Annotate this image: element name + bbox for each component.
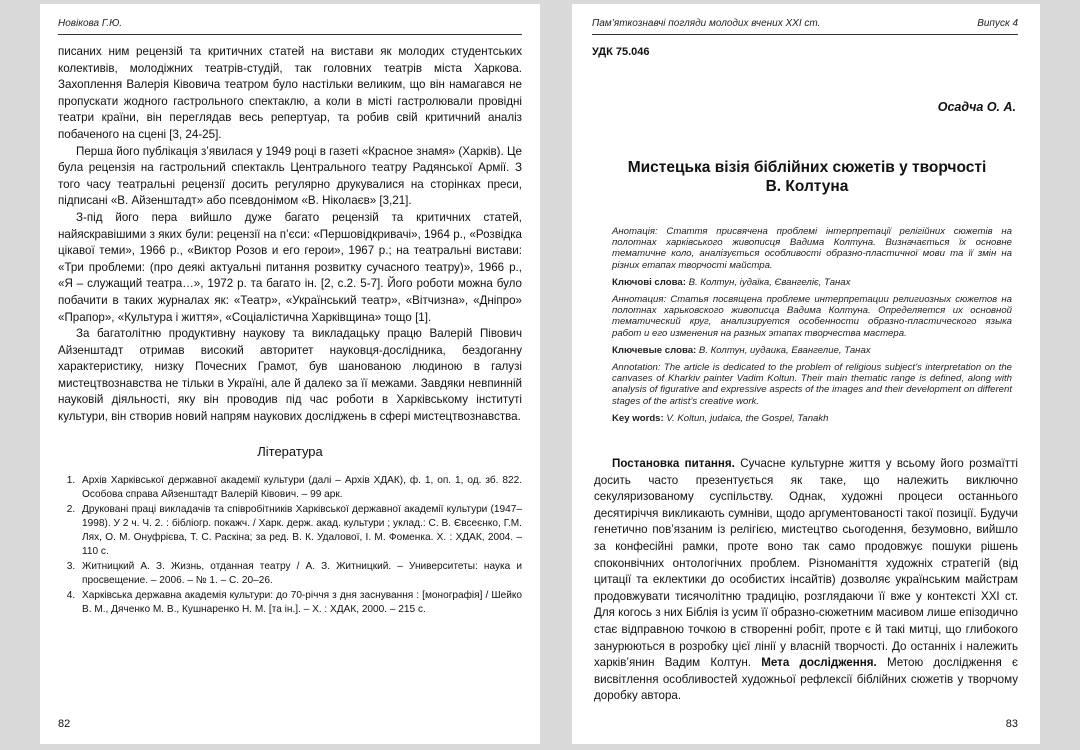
article-title	[612, 158, 1002, 196]
reference-item: 4. Харківська державна академія культури: до 70-річчя з дня заснування : [монографія] / Шейко В. М., Дяченко М. В., Кушнаренко Н. М. [та ін.]. – Х. : ХДАК, 2000. – 215 с.	[78, 589, 522, 617]
keywords-value: В. Колтун, іудаїка, Євангеліє, Танах	[688, 276, 851, 288]
header-rule	[58, 34, 522, 35]
header-rule	[592, 34, 1018, 35]
reference-item: 3. Житницкий А. З. Жизнь, отданная театру / А. З. Житницкий. – Университеты: наука и просвещение. – 2006. – № 1. – С. 20–26.	[78, 560, 522, 588]
paragraph: З-під його пера вийшло дуже багато рецензій та критичних статей, найяскравішими з яких були: рецензії на п’єси: «Першовідкривачі», 1964 р., «Розвідка цікавої теми», 1966 р., «Виктор Розов и его герои», 1967 р.; на театральні вистави: «Три проблеми: (про деякі актуальні питання розвитку сучасного театру)», 1966 р., «Я – служащий театра…», 1972 р. та багато ін. [2, с.2. 5-7]. Його роботи можна було побачити в таких журналах як: «Театр», «Український театр», «Вітчизна», «Дніпро» «Прапор», «Культура і життя», «Соціалістична Харківщина» тощо [1].	[58, 210, 522, 324]
right-page	[572, 4, 1040, 744]
aim-label: Мета дослідження.	[761, 656, 877, 670]
keywords-ua	[612, 277, 1012, 288]
running-header-journal: Пам’яткознавчі погляди молодих вчених ХХІ ст.	[592, 18, 821, 29]
udk-code: УДК 75.046	[592, 46, 650, 58]
right-body-text	[594, 456, 1018, 705]
paragraph: писаних ним рецензій та критичних статей на вистави як молодих студентських колективів, молодіжних театрів-студій, так головних театрів міста Харкова. Захоплення Валерія Ківовича театром було настільки великим, що він намагався не пропускати жодного гастрольного спектаклю, а коли в місті гастролювали провідні театри країни, він переглядав весь репертуар, та робив свій критичний аналіз побаченого на сцені [3, 24-25].	[58, 45, 522, 141]
keywords-label: Key words:	[612, 412, 664, 424]
keywords-ru	[612, 345, 1012, 356]
section-text: Сучасне культурне життя у всьому його розмаїтті досить часто презентується як таке, що належить виключно секуляризованому суспільству. Однак, художні процеси останнього десятиріччя викликають сумніви, щодо аргументованості такої позиції. Будучи генетично пов’язаним із релігією, мистецтво сьогодення, безумовно, вийшло за конфесійні рамки, проте воно так само продовжує пошуки рішень споконвічних онтологічних проблем. Різноманіття художніх стратегій (від цитації та еклектики до особистих інсайтів) дозволяє українським майстрам продовжувати тисячолітню традицію, розглядаючи її вже у контексті ХХІ ст. Для когось з них Біблія із усим її образно-сюжетним масивом лише епізодично стає відправною точкою в створенні робіт, проте є й такі митці, що глибокого занурюються в розробку цієї лінії у власній творчості. До останніх і належить харків’янин Вадим Колтун.	[594, 457, 1018, 670]
keywords-value: В. Колтун, иудаика, Евангелие, Танах	[698, 344, 871, 356]
reference-list	[58, 474, 522, 617]
right-body	[594, 456, 1018, 705]
abstract-en: Annotation: The article is dedicated to the problem of religious subject’s interpretation on the canvases of Kharkiv painter Vadim Koltun. Their main thematic range is defined, along with analysis of figurative and expressive aspects of the images and their development on different stages of the artist’s creative work.	[612, 362, 1012, 407]
paragraph	[594, 456, 1018, 705]
keywords-en	[612, 413, 1012, 424]
aim-text: Метою дослідження є висвітлення особливостей художньої рефлексії біблійних сюжетів у творчому доробку автора.	[594, 656, 1018, 703]
title-line: В. Колтуна	[765, 178, 849, 195]
left-body	[58, 44, 522, 618]
paragraph: Перша його публікація з’явилася у 1949 році в газеті «Красное знамя» (Харків). Це була рецензія на гастрольний спектакль Центрального театру Радянської Армії. З того часу театральні рецензії досить регулярно друкувалися на сторінках преси, підписані «В. Айзенштадт» або псевдонімом «В. Ніколаєв» [3,21].	[58, 144, 522, 208]
abstract-ru: Аннотация: Статья посвящена проблеме интерпретации религиозных сюжетов на полотнах харьковского живописца Вадима Колтуна. Определяется их основной тематический круг, анализируется особенности образно-пластического языка работ и его изменения на разных этапах творчества мастера.	[612, 294, 1012, 339]
title-line: Мистецька візія біблійних сюжетів у творчості	[627, 159, 987, 176]
literature-heading: Література	[257, 443, 323, 459]
keywords-value: V. Koltun, judaica, the Gospel, Tanakh	[666, 412, 829, 424]
running-header-issue: Випуск 4	[977, 18, 1018, 29]
page-number: 83	[1005, 718, 1018, 730]
reference-item: 1. Архів Харківської державної академії культури (далі – Архів ХДАК), ф. 1, оп. 1, од. зб. 822. Особова справа Айзенштадт Валерій Ківович. – 99 арк.	[78, 474, 522, 502]
page-number: 82	[58, 718, 71, 730]
running-header-author: Новікова Г.Ю.	[58, 18, 123, 29]
keywords-label: Ключевые слова:	[612, 344, 697, 356]
article-author: Осадча О. А.	[937, 100, 1016, 114]
section-label: Постановка питання.	[612, 457, 735, 470]
left-page	[40, 4, 540, 744]
abstract-ua: Анотація: Стаття присвячена проблемі інтерпретації релігійних сюжетів на полотнах харківського живописця Вадима Колтуна. Визначається їх основне тематичне коло, аналізується особливості образно-пластичної мови та її змін на різних етапах творчості майстра.	[612, 226, 1012, 271]
reference-item: 2. Друковані праці викладачів та співробітників Харківської державної академії культури (1947–1998). У 2 ч. Ч. 2. : бібліогр. покажч. / Харк. держ. акад. культури ; уклад.: С. В. Євсеєнко, Г.М. Лях, О. М. Онуфрієва, Т. С. Раскіна; за ред. В. К. Удалової, І. М. Фоменка. Х. : ХДАК, 2004. – 110 с.	[78, 503, 522, 559]
abstracts	[612, 226, 1012, 430]
keywords-label: Ключові слова:	[612, 276, 686, 288]
paragraph: За багатолітню продуктивну наукову та викладацьку працю Валерій Півович Айзенштадт отримав високий авторитет науковця-дослідника, бездоганну характеристику, низку Почесних Грамот, був шанованою людиною в галузі мистецтвознавства не тільки в Україні, але й далеко за її межами. Завдяки невпинній науковій діяльності, яку він проводив під час роботи в Харківському інституті культури, він створив новий напрям наукових досліджень в сфері мистецтвознавства.	[58, 327, 522, 424]
